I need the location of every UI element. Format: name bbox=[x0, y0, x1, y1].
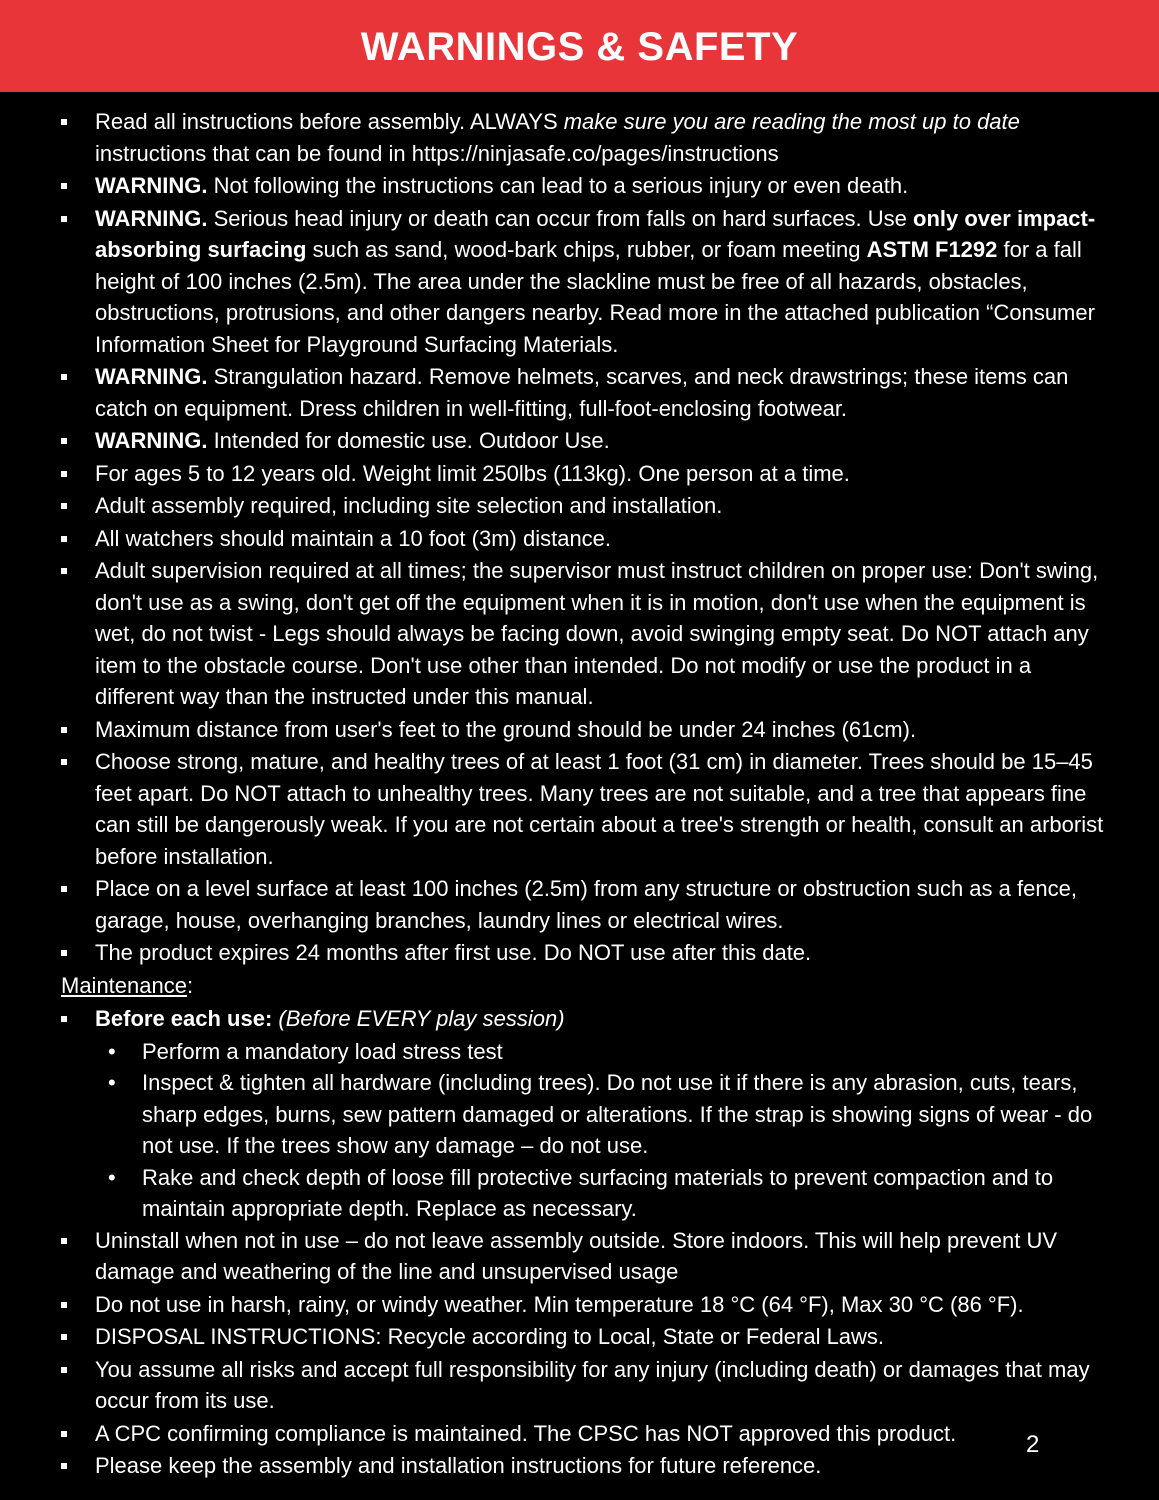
sub-list-item: • Perform a mandatory load stress test bbox=[0, 1036, 1110, 1068]
list-item: Read all instructions before assembly. ALWAYS make sure you are reading the most up to date instructions that can be found in https://ninjasafe.co/pages/instructions bbox=[0, 106, 1110, 169]
list-item: Adult supervision required at all times; the supervisor must instruct children on proper use: Don't swing, don't use as a swing, don't get off the equipment when it is in motion, don't use when the equipment is wet, do not twist - Legs should always be facing down, avoid swinging empty seat. Do NOT attach any item to the obstacle course. Don't use other than intended. Do not modify or use the product in a different way than the instructed under this manual. bbox=[0, 555, 1110, 713]
list-item: A CPC confirming compliance is maintained. The CPSC has NOT approved this product. bbox=[0, 1418, 1110, 1450]
header-banner bbox=[0, 0, 1159, 92]
list-item: WARNING. Not following the instructions can lead to a serious injury or even death. bbox=[0, 170, 1110, 202]
page-title: WARNINGS & SAFETY bbox=[360, 24, 799, 69]
list-item: All watchers should maintain a 10 foot (3m) distance. bbox=[0, 523, 1110, 555]
list-item: WARNING. Serious head injury or death can occur from falls on hard surfaces. Use only over impact-absorbing surfacing such as sand, wood-bark chips, rubber, or foam meeting ASTM F1292 for a fall height of 100 inches (2.5m). The area under the slackline must be free of all hazards, obstacles, obstructions, protrusions, and other dangers nearby. Read more in the attached publication “Consumer Information Sheet for Playground Surfacing Materials. bbox=[0, 203, 1110, 361]
list-item: You assume all risks and accept full responsibility for any injury (including death) or damages that may occur from its use. bbox=[0, 1354, 1110, 1417]
maintenance-heading: Maintenance: bbox=[61, 972, 194, 998]
list-item: Place on a level surface at least 100 inches (2.5m) from any structure or obstruction such as a fence, garage, house, overhanging branches, laundry lines or electrical wires. bbox=[0, 873, 1110, 936]
list-item: Do not use in harsh, rainy, or windy weather. Min temperature 18 °C (64 °F), Max 30 °C (86 °F). bbox=[0, 1289, 1110, 1321]
list-item: Adult assembly required, including site selection and installation. bbox=[0, 490, 1110, 522]
warnings-list bbox=[0, 106, 1110, 969]
maintenance-list bbox=[0, 1003, 1110, 1035]
maintenance-sublist bbox=[0, 1036, 1110, 1225]
maintenance-list-2 bbox=[0, 1225, 1110, 1482]
list-item: Uninstall when not in use – do not leave assembly outside. Store indoors. This will help prevent UV damage and weathering of the line and unsupervised usage bbox=[0, 1225, 1110, 1288]
list-item: Choose strong, mature, and healthy trees of at least 1 foot (31 cm) in diameter. Trees should be 15–45 feet apart. Do NOT attach to unhealthy trees. Many trees are not suitable, and a tree that appears fine can still be dangerously weak. If you are not certain about a tree's strength or health, consult an arborist before installation. bbox=[0, 746, 1110, 872]
sub-list-item: • Inspect & tighten all hardware (including trees). Do not use it if there is any abrasion, cuts, tears, sharp edges, burns, sew pattern damaged or alterations. If the strap is showing signs of wear - do not use. If the trees show any damage – do not use. bbox=[0, 1067, 1110, 1162]
list-item: DISPOSAL INSTRUCTIONS: Recycle according to Local, State or Federal Laws. bbox=[0, 1321, 1110, 1353]
list-item: Please keep the assembly and installation instructions for future reference. bbox=[0, 1450, 1110, 1482]
sub-list-item: • Rake and check depth of loose fill protective surfacing materials to prevent compaction and to maintain appropriate depth. Replace as necessary. bbox=[0, 1162, 1110, 1225]
list-item: For ages 5 to 12 years old. Weight limit 250lbs (113kg). One person at a time. bbox=[0, 458, 1110, 490]
list-item: Before each use: (Before EVERY play session) bbox=[0, 1003, 1110, 1035]
list-item: WARNING. Strangulation hazard. Remove helmets, scarves, and neck drawstrings; these items can catch on equipment. Dress children in well-fitting, full-foot-enclosing footwear. bbox=[0, 361, 1110, 424]
page-number: 2 bbox=[1026, 1431, 1040, 1458]
list-item: The product expires 24 months after first use. Do NOT use after this date. bbox=[0, 937, 1110, 969]
warnings-content bbox=[0, 106, 1110, 1483]
list-item: WARNING. Intended for domestic use. Outdoor Use. bbox=[0, 425, 1110, 457]
list-item: Maximum distance from user's feet to the ground should be under 24 inches (61cm). bbox=[0, 714, 1110, 746]
